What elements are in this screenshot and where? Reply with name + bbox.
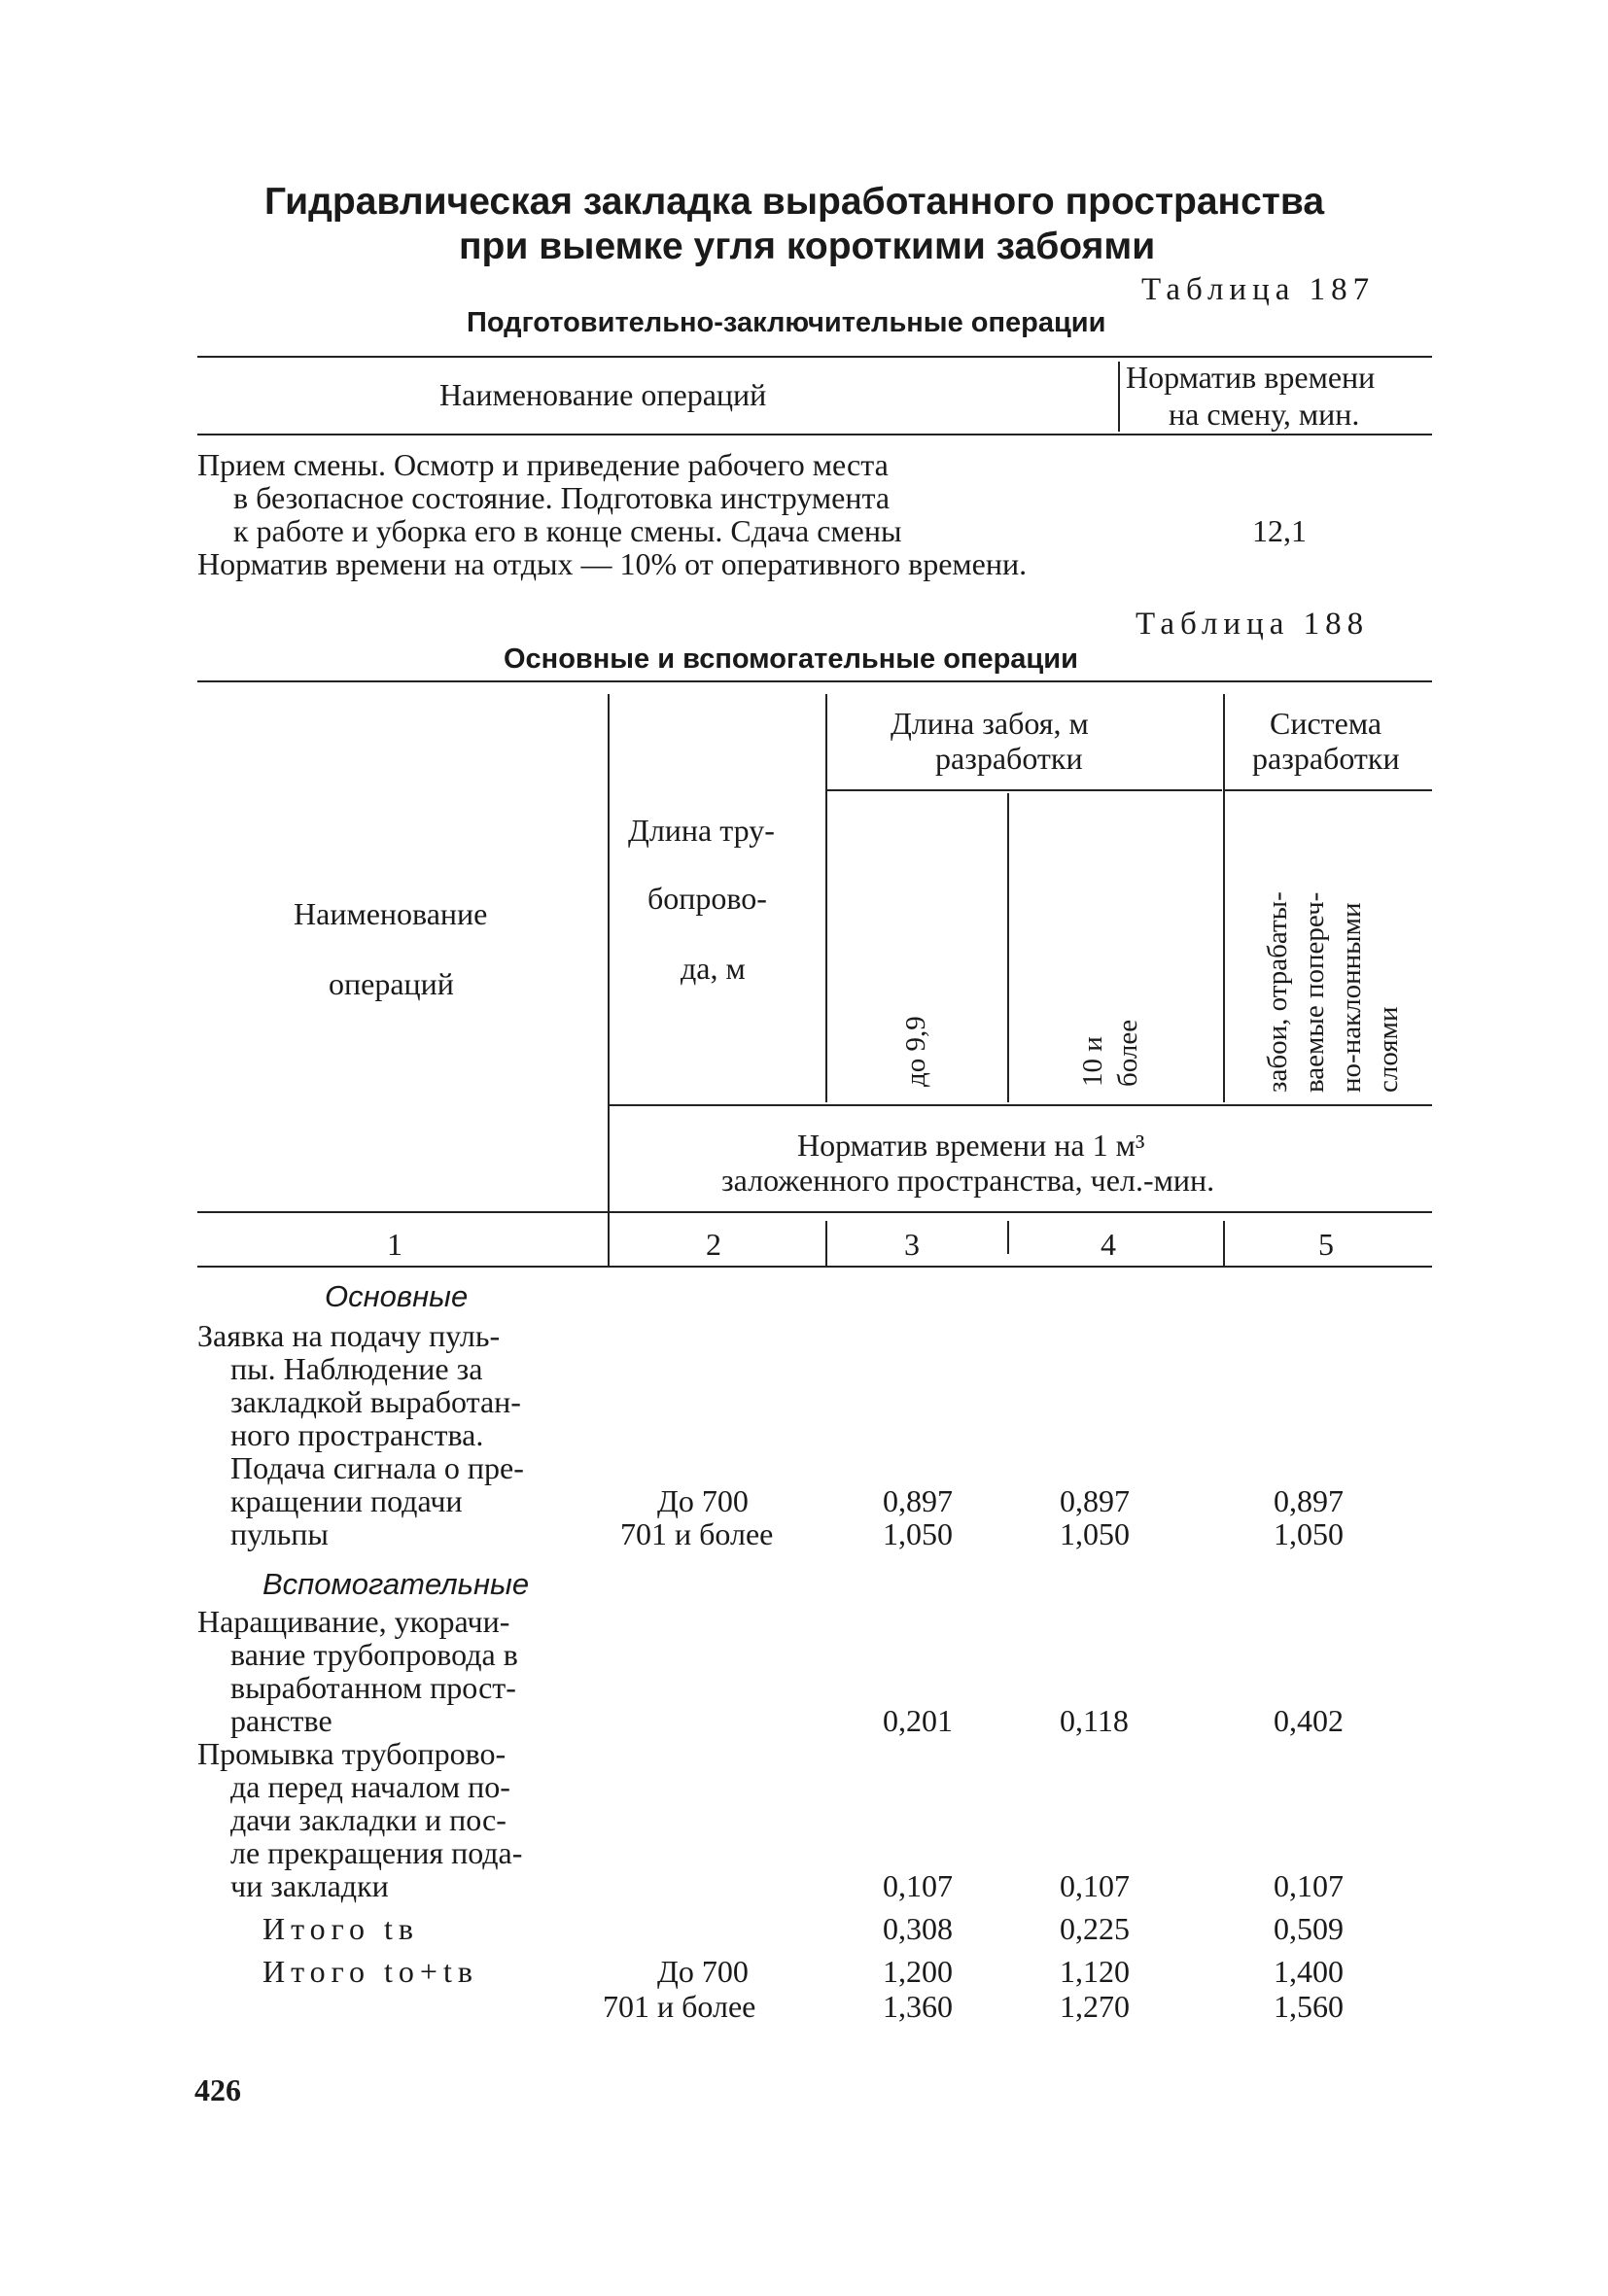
row-main-c4-2: 1,050 bbox=[1060, 1516, 1130, 1551]
table188-colnum-divider-4 bbox=[1223, 1221, 1225, 1266]
section-label-aux: Вспомогательные bbox=[262, 1567, 530, 1601]
table187-row-line1: Прием смены. Осмотр и приведение рабочего места bbox=[197, 447, 889, 482]
table188-system-rule bbox=[1225, 789, 1432, 791]
table188-face-rule bbox=[827, 789, 1222, 791]
table187-col-name: Наименование операций bbox=[439, 377, 767, 412]
table188-caption: Таблица 188 bbox=[1136, 607, 1370, 642]
table188-colnum-divider-1 bbox=[608, 1221, 610, 1266]
total-all-c4-2: 1,270 bbox=[1060, 1989, 1130, 2024]
table188-col-system-vert-line3: но-наклонными bbox=[1336, 902, 1367, 1093]
row-main-c5-2: 1,050 bbox=[1274, 1516, 1344, 1551]
table188-colnum-divider-2 bbox=[825, 1221, 827, 1266]
section-label-main: Основные bbox=[325, 1279, 469, 1313]
row-extend-c3: 0,201 bbox=[883, 1703, 953, 1738]
total-all-c4-1: 1,120 bbox=[1060, 1954, 1130, 1989]
table188-col-system-line2: разработки bbox=[1252, 741, 1400, 776]
total-all-c3-1: 1,200 bbox=[883, 1954, 953, 1989]
total-all-label: Итого tо+tв bbox=[262, 1954, 478, 1989]
table187-col-norm-line2: на смену, мин. bbox=[1169, 397, 1360, 432]
row-flush-line3: дачи закладки и пос- bbox=[230, 1802, 507, 1837]
table188-divider-1 bbox=[608, 694, 610, 1266]
row-main-line4: ного пространства. bbox=[230, 1417, 484, 1452]
table188-col-face-more-line1: 10 и bbox=[1077, 1036, 1108, 1087]
table188-divider-2 bbox=[825, 694, 827, 1102]
table188-colnum-3: 3 bbox=[904, 1227, 920, 1262]
total-aux-c5: 0,509 bbox=[1274, 1911, 1344, 1946]
row-main-c5-1: 0,897 bbox=[1274, 1483, 1344, 1518]
row-main-c4-1: 0,897 bbox=[1060, 1483, 1130, 1518]
row-flush-c4: 0,107 bbox=[1060, 1868, 1130, 1903]
table188-col-face-line2: разработки bbox=[935, 741, 1083, 776]
table187-note: Норматив времени на отдых — 10% от оперативного времени. bbox=[197, 546, 1028, 581]
row-extend-c4: 0,118 bbox=[1060, 1703, 1129, 1738]
row-main-line7: пульпы bbox=[230, 1516, 329, 1551]
row-main-line2: пы. Наблюдение за bbox=[230, 1351, 483, 1386]
table187-row-value: 12,1 bbox=[1252, 513, 1307, 548]
table188-top-rule bbox=[197, 680, 1432, 682]
total-all-c5-1: 1,400 bbox=[1274, 1954, 1344, 1989]
table188-col-pipe-line2: бопрово- bbox=[647, 881, 767, 916]
table188-divider-4 bbox=[1223, 694, 1225, 1102]
table188-col-pipe-line3: да, м bbox=[681, 951, 746, 986]
total-all-pipe-2: 701 и более bbox=[603, 1989, 756, 2024]
total-all-c3-2: 1,360 bbox=[883, 1989, 953, 2024]
row-main-line6: кращении подачи bbox=[230, 1483, 463, 1518]
table188-heading: Основные и вспомогательные операции bbox=[504, 644, 1078, 675]
row-flush-c3: 0,107 bbox=[883, 1868, 953, 1903]
table187-top-rule bbox=[197, 356, 1432, 358]
total-all-pipe-1: До 700 bbox=[657, 1954, 749, 1989]
row-main-pipe-1: До 700 bbox=[657, 1483, 749, 1518]
table188-colnum-5: 5 bbox=[1318, 1227, 1334, 1262]
table187-row-line3: к работе и уборка его в конце смены. Сдача смены bbox=[233, 513, 902, 548]
total-aux-c4: 0,225 bbox=[1060, 1911, 1130, 1946]
table188-col-pipe-line1: Длина тру- bbox=[628, 813, 775, 848]
table188-colnum-4: 4 bbox=[1101, 1227, 1116, 1262]
row-main-line5: Подача сигнала о пре- bbox=[230, 1450, 524, 1485]
page-title-line2: при выемке угля короткими забоями bbox=[459, 226, 1156, 267]
total-all-c5-2: 1,560 bbox=[1274, 1989, 1344, 2024]
row-extend-line4: ранстве bbox=[230, 1703, 332, 1738]
table187-heading: Подготовительно-заключительные операции bbox=[467, 307, 1106, 338]
row-main-c3-2: 1,050 bbox=[883, 1516, 953, 1551]
row-extend-line3: выработанном прост- bbox=[230, 1670, 516, 1705]
row-main-pipe-2: 701 и более bbox=[620, 1516, 774, 1551]
table188-col-system-vert-line2: ваемые попереч- bbox=[1299, 891, 1330, 1093]
table188-colnum-bottom-rule bbox=[197, 1266, 1432, 1268]
row-extend-c5: 0,402 bbox=[1274, 1703, 1344, 1738]
row-main-c3-1: 0,897 bbox=[883, 1483, 953, 1518]
table188-col-system-line1: Система bbox=[1270, 706, 1382, 741]
table188-norm-line1: Норматив времени на 1 м³ bbox=[797, 1128, 1145, 1163]
row-flush-line5: чи закладки bbox=[230, 1868, 389, 1903]
page-number: 426 bbox=[194, 2072, 241, 2107]
row-flush-line4: ле прекращения пода- bbox=[230, 1835, 523, 1870]
row-flush-c5: 0,107 bbox=[1274, 1868, 1344, 1903]
table188-col-name-line2: операций bbox=[329, 966, 454, 1001]
table188-norm-rule bbox=[610, 1104, 1432, 1106]
row-extend-line2: вание трубопровода в bbox=[230, 1637, 518, 1672]
table188-col-face-more-line2: более bbox=[1112, 1019, 1143, 1087]
table188-colnum-2: 2 bbox=[706, 1227, 721, 1262]
table187-row-line2: в безопасное состояние. Подготовка инструмента bbox=[233, 480, 891, 515]
table188-col-face-upto: до 9,9 bbox=[900, 1016, 931, 1087]
total-aux-c3: 0,308 bbox=[883, 1911, 953, 1946]
page-title-line1: Гидравлическая закладка выработанного пространства bbox=[264, 181, 1325, 223]
table188-colnum-top-rule bbox=[197, 1211, 1432, 1213]
table188-divider-3 bbox=[1007, 793, 1009, 1102]
table187-col-norm-line1: Норматив времени bbox=[1126, 360, 1376, 395]
table188-col-name-line1: Наименование bbox=[294, 896, 488, 931]
table188-colnum-divider-3 bbox=[1007, 1221, 1009, 1254]
table187-caption: Таблица 187 bbox=[1141, 272, 1376, 307]
table187-col-divider bbox=[1118, 362, 1120, 432]
row-flush-line1: Промывка трубопрово- bbox=[197, 1736, 507, 1771]
table187-header-rule bbox=[197, 434, 1432, 435]
row-extend-line1: Наращивание, укорачи- bbox=[197, 1604, 510, 1639]
row-main-line3: закладкой выработан- bbox=[230, 1384, 521, 1419]
table188-col-system-vert-line4: слоями bbox=[1373, 1006, 1404, 1093]
table188-colnum-1: 1 bbox=[387, 1227, 402, 1262]
table188-col-system-vert-line1: забои, отрабаты- bbox=[1262, 891, 1293, 1093]
table188-col-face-line1: Длина забоя, м bbox=[891, 706, 1089, 741]
row-flush-line2: да перед началом по- bbox=[230, 1769, 510, 1804]
total-aux-label: Итого tв bbox=[262, 1911, 419, 1946]
row-main-line1: Заявка на подачу пуль- bbox=[197, 1318, 501, 1353]
table188-norm-line2: заложенного пространства, чел.-мин. bbox=[721, 1163, 1215, 1198]
